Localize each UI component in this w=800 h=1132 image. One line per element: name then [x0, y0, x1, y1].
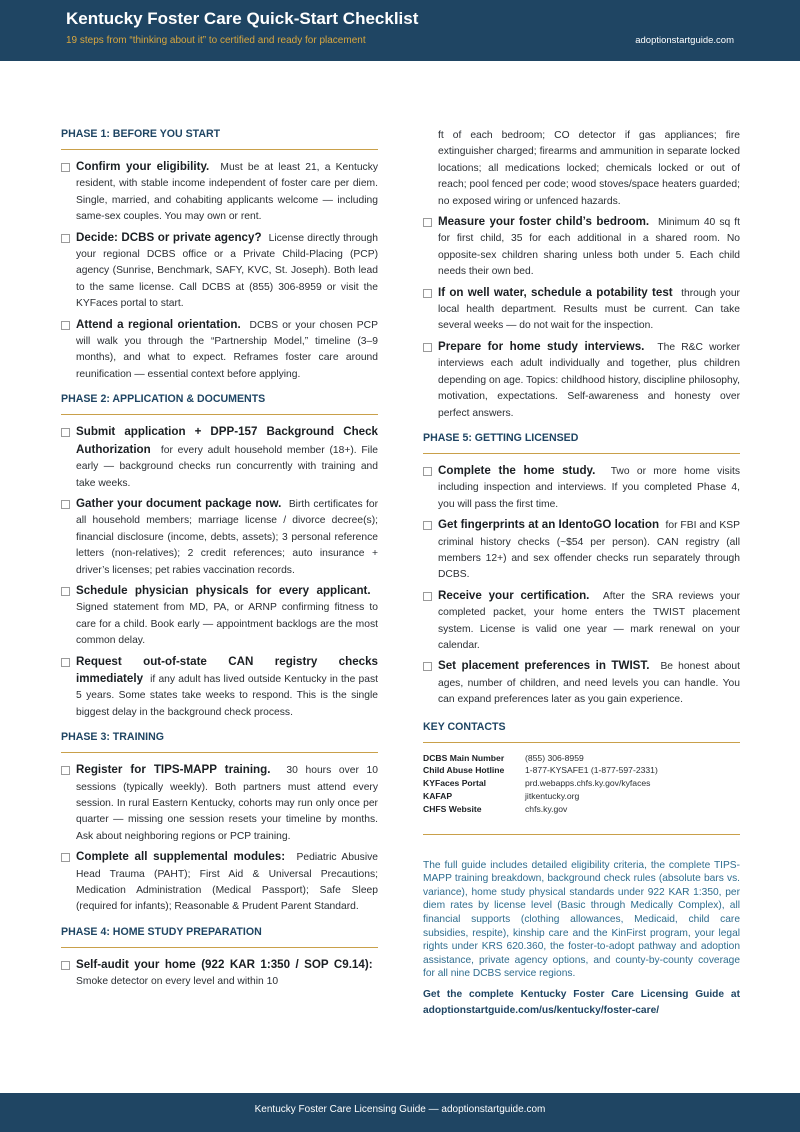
checklist-item	[61, 583, 378, 650]
checklist-item	[61, 159, 378, 226]
checklist-item	[61, 230, 378, 313]
item-lead: If on well water, schedule a potability test	[438, 285, 682, 299]
item-lead: Get fingerprints at an IdentoGO location	[438, 518, 666, 532]
item-body: through your local health department. Results must be current. Can take several weeks — do not wait for the inspection.	[438, 287, 740, 332]
item-body: Be honest about ages, number of children, and need levels you can handle. You can expand preferences later as you gain experience.	[438, 661, 740, 706]
contact-label: KAFAP	[423, 790, 453, 801]
contact-row	[423, 790, 740, 803]
checklist-item	[423, 588, 740, 655]
item-body: After the SRA reviews your completed packet, your home enters the TWIST placement system. License is valid one year — mark renewal on your calendar.	[438, 590, 741, 651]
checkbox[interactable]	[61, 961, 70, 970]
item-body: Birth certificates for all household members; marriage license / divorce decree(s); financial disclosure (income, debts, assets); 3 personal reference letters (non-relatives); 2 credit references; auto insurance + driver’s licenses; pet rabies vaccination records.	[76, 498, 379, 576]
contact-label: CHFS Website	[423, 803, 482, 814]
checkbox[interactable]	[61, 500, 70, 509]
item-lead: Register for TIPS-MAPP training.	[76, 763, 287, 777]
checkbox[interactable]	[423, 289, 432, 298]
item-lead: Request out-of-state CAN registry checks immediately	[76, 654, 378, 685]
checkbox[interactable]	[423, 521, 432, 530]
checklist-item	[61, 762, 378, 845]
phase-4-title: PHASE 4: HOME STUDY PREPARATION	[61, 926, 378, 948]
item-body: for every adult household member (18+). File early — background checks run concurrently with training and take weeks.	[76, 444, 378, 489]
item-body: License directly through your regional DCBS office or a Private Child-Placing (PCP) agency (Sunrise, Benchmark, SAFY, KVC, St. Joseph). Both lead to the same license. Call DCBS at (855) 306-8959 or visit the KYFaces portal to start.	[76, 232, 378, 310]
checkbox[interactable]	[423, 467, 432, 476]
checklist-item	[61, 496, 378, 579]
checkbox[interactable]	[423, 218, 432, 227]
key-contacts-table	[423, 752, 740, 816]
item-body: for FBI and KSP criminal history checks (~$54 per person). CAN registry (all members 12+) and sex offender checks run separately through DCBS.	[438, 520, 740, 581]
item-body: 30 hours over 10 sessions (typically weekly). Both partners must attend every session. In rural Eastern Kentucky, cohorts may run only once per quarter — missing one session resets your timeline by months. Ask about neighboring regions or PCP training.	[76, 765, 378, 842]
item-body: ft of each bedroom; CO detector if gas appliances; fire extinguisher charged; firearms and ammunition in separate locked locations; all medications locked; chemicals locked or out of reach; pool fenced per code; wood stoves/space heaters guarded; no exposed wiring or unfenced hazards.	[438, 130, 740, 207]
header-site-link[interactable]: adoptionstartguide.com	[635, 35, 734, 46]
item-lead: Submit application + DPP-157 Background Check Authorization	[76, 425, 378, 456]
phase-5-title: PHASE 5: GETTING LICENSED	[423, 432, 740, 454]
checklist-item	[61, 957, 378, 991]
checklist-item	[61, 654, 378, 722]
item-lead: Decide: DCBS or private agency?	[76, 230, 269, 244]
checklist-item	[61, 424, 378, 492]
item-lead: Measure your foster child’s bedroom.	[438, 215, 658, 229]
checkbox[interactable]	[61, 853, 70, 862]
checklist-item	[423, 517, 740, 584]
checkbox[interactable]	[423, 662, 432, 671]
guide-cta-link[interactable]: Get the complete Kentucky Foster Care Licensing Guide at adoptionstartguide.com/us/kentucky/foster-care/	[423, 988, 740, 1016]
checkbox[interactable]	[61, 428, 70, 437]
item-body: if any adult has lived outside Kentucky in the past 5 years. Some states take weeks to respond. This is the single biggest delay in the background check process.	[76, 673, 378, 718]
page-header	[0, 0, 800, 61]
item-lead: Set placement preferences in TWIST.	[438, 659, 661, 673]
contact-row	[423, 764, 740, 777]
item-lead: Self-audit your home (922 KAR 1:350 / SOP C9.14):	[76, 957, 378, 971]
item-lead: Prepare for home study interviews.	[438, 339, 658, 353]
contact-label: KYFaces Portal	[423, 778, 487, 789]
page-title: Kentucky Foster Care Quick-Start Checklist	[66, 9, 419, 28]
checklist-item	[61, 849, 378, 916]
checklist-item	[61, 317, 378, 384]
checklist-item	[423, 339, 740, 422]
guide-promo-text: The full guide includes detailed eligibility criteria, the complete TIPS-MAPP training breakdown, background check rules (absolute bars vs. variance), home study physical standards under 922 KAR 1:350, per diem rates by license level (Basic through Medically Complex), all financial supports (clothing allowances, Medicaid, child care subsidies, respite), kinship care and the KinFirst program, your legal rights under KRS 620.360, the foster-to-adopt pathway and adoption assistance, private agency options, and county-by-county coverage for all nine DCBS service regions.	[423, 859, 740, 980]
contact-row	[423, 752, 740, 765]
key-contacts-title: KEY CONTACTS	[423, 721, 740, 743]
page-subtitle: 19 steps from “thinking about it” to certified and ready for placement	[66, 35, 366, 46]
item-lead: Complete the home study.	[438, 463, 611, 477]
contact-value[interactable]: chfs.ky.gov	[525, 803, 568, 814]
checklist-item	[423, 463, 740, 513]
checkbox[interactable]	[61, 766, 70, 775]
checkbox[interactable]	[423, 592, 432, 601]
item-lead: Complete all supplemental modules:	[76, 850, 297, 864]
contact-value[interactable]: prd.webapps.chfs.ky.gov/kyfaces	[525, 778, 651, 789]
item-body: Minimum 40 sq ft for first child, 35 for each additional in a shared room. No opposite-sex children sharing unless both under 5. Each child needs their own bed.	[438, 217, 740, 278]
phase-3-title: PHASE 3: TRAINING	[61, 731, 378, 753]
contact-value[interactable]: (855) 306-8959	[525, 752, 584, 763]
left-column	[61, 124, 378, 995]
contact-row	[423, 803, 740, 816]
contact-label: Child Abuse Hotline	[423, 765, 505, 776]
divider	[423, 834, 740, 835]
checklist-item	[423, 285, 740, 335]
checklist-item-continued	[423, 128, 740, 210]
checklist-item	[423, 658, 740, 708]
contact-value[interactable]: jitkentucky.org	[525, 790, 580, 801]
right-column	[423, 128, 740, 1019]
item-lead: Attend a regional orientation.	[76, 317, 250, 331]
checkbox[interactable]	[61, 234, 70, 243]
checkbox[interactable]	[61, 321, 70, 330]
contact-row	[423, 777, 740, 790]
item-body: DCBS or your chosen PCP will walk you through the “Partnership Model,” timeline (3–9 months), and what to expect. Reframes foster care around reunification — essential context before applying.	[76, 319, 378, 380]
item-lead: Gather your document package now.	[76, 496, 289, 510]
checklist-item	[423, 214, 740, 281]
item-body: Pediatric Abusive Head Trauma (PAHT); First Aid & Universal Precautions; Medication Administration (Medical Passport); Safe Sleep (required for infants); Reasonable & Prudent Parent Standard.	[76, 852, 378, 913]
item-body: Must be at least 21, a Kentucky resident, with stable income independent of foster care per diem. Single, married, and cohabiting applicants welcome — including same-sex couples. You may own or rent.	[76, 162, 378, 223]
item-lead: Schedule physician physicals for every applicant.	[76, 583, 378, 597]
page-footer: Kentucky Foster Care Licensing Guide — adoptionstartguide.com	[0, 1093, 800, 1132]
item-body: Signed statement from MD, PA, or ARNP confirming fitness to care for a child. Book early — appointment backlogs are the most common delay.	[76, 602, 378, 647]
phase-2-title: PHASE 2: APPLICATION & DOCUMENTS	[61, 393, 378, 415]
contact-value[interactable]: 1-877-KYSAFE1 (1-877-597-2331)	[525, 765, 658, 776]
checkbox[interactable]	[61, 658, 70, 667]
phase-1-title: PHASE 1: BEFORE YOU START	[61, 128, 378, 150]
item-body: Smoke detector on every level and within 10	[76, 976, 279, 988]
checkbox[interactable]	[61, 587, 70, 596]
item-body: Two or more home visits including inspection and interviews. If you completed Phase 4, you will pass the first time.	[438, 465, 740, 510]
contact-label: DCBS Main Number	[423, 752, 505, 763]
item-lead: Confirm your eligibility.	[76, 160, 221, 173]
item-body: The R&C worker interviews each adult individually and together, plus children depending on age. Topics: childhood history, discipline philosophy, motivation, expectations. Self-awareness and honesty over perfect answers.	[438, 341, 740, 419]
item-lead: Receive your certification.	[438, 588, 603, 602]
checkbox[interactable]	[423, 343, 432, 352]
checkbox[interactable]	[61, 163, 70, 172]
